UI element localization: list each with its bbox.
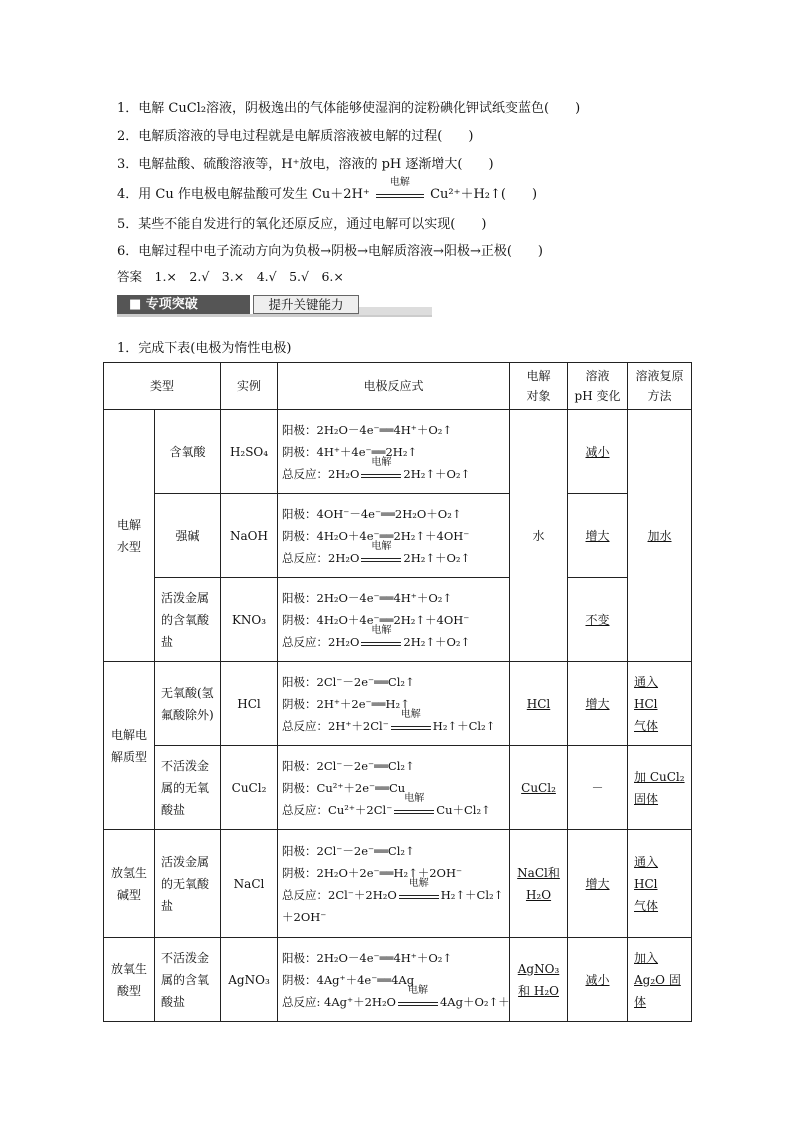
table-caption: 1．完成下表(电极为惰性电极) bbox=[117, 341, 292, 356]
row-type-cell: 放氧生 酸型 bbox=[104, 938, 155, 1022]
cathode-equation: 阴极：4H₂O＋4e⁻══2H₂↑＋4OH⁻ bbox=[282, 528, 470, 543]
anode-equation: 阳极：2H₂O－4e⁻══4H⁺＋O₂↑ bbox=[282, 590, 453, 605]
example-cell: NaCl bbox=[221, 830, 278, 938]
restore-cell: 通入 HCl 气体 bbox=[628, 830, 692, 938]
question-4 bbox=[117, 176, 538, 202]
cathode-equation: 阴极：2H₂O＋2e⁻══H₂↑＋2OH⁻ bbox=[282, 865, 463, 880]
total-equation: 总反应：2H₂O 电解 2H₂↑＋O₂↑ bbox=[282, 624, 471, 649]
cathode-equation: 阴极：4H₂O＋4e⁻══2H₂↑＋4OH⁻ bbox=[282, 612, 470, 627]
reaction-cell bbox=[278, 662, 510, 746]
table-header-cell: 电极反应式 bbox=[278, 363, 510, 410]
table-row bbox=[104, 410, 692, 494]
question-6: 6．电解过程中电子流动方向为负极→阴极→电解质溶液→阳极→正极( ) bbox=[117, 244, 543, 259]
reaction-cell bbox=[278, 494, 510, 578]
subtype-cell: 无氧酸(氢 氟酸除外) bbox=[155, 662, 221, 746]
row-type-cell: 电解 水型 bbox=[104, 410, 155, 662]
object-cell: NaCl和 H₂O bbox=[510, 830, 568, 938]
ph-change-cell: － bbox=[568, 746, 628, 830]
subtype-cell: 不活泼金 属的无氧 酸盐 bbox=[155, 746, 221, 830]
subtype-cell: 含氧酸 bbox=[155, 410, 221, 494]
table-row bbox=[104, 494, 692, 578]
reaction-cell bbox=[278, 830, 510, 938]
electrolysis-equal-sign: 电解 bbox=[399, 890, 439, 902]
table-row bbox=[104, 662, 692, 746]
row-type-cell: 放氢生 碱型 bbox=[104, 830, 155, 938]
ph-change-cell: 减小 bbox=[568, 410, 628, 494]
reaction-cell bbox=[278, 938, 510, 1022]
example-cell: H₂SO₄ bbox=[221, 410, 278, 494]
reaction-cell bbox=[278, 746, 510, 830]
electrolysis-table bbox=[103, 362, 692, 1022]
anode-equation: 阳极：2H₂O－4e⁻══4H⁺＋O₂↑ bbox=[282, 950, 453, 965]
table-header-cell: 类型 bbox=[104, 363, 221, 410]
anode-equation: 阳极：2H₂O－4e⁻══4H⁺＋O₂↑ bbox=[282, 422, 453, 437]
section-subtitle: 提升关键能力 bbox=[253, 295, 359, 314]
anode-equation: 阳极：4OH⁻－4e⁻══2H₂O＋O₂↑ bbox=[282, 506, 462, 521]
electrolysis-equal-sign: 电解 bbox=[398, 997, 438, 1009]
cathode-equation: 阴极：Cu²⁺＋2e⁻══Cu bbox=[282, 780, 406, 795]
electrolysis-equal-sign: 电解 bbox=[391, 721, 431, 733]
object-cell: 水 bbox=[510, 410, 568, 662]
restore-cell: 通入 HCl 气体 bbox=[628, 662, 692, 746]
total-equation-continued: ＋2OH⁻ bbox=[282, 909, 327, 924]
example-cell: AgNO₃ bbox=[221, 938, 278, 1022]
ph-change-cell: 不变 bbox=[568, 578, 628, 662]
reaction-cell bbox=[278, 578, 510, 662]
question-1: 1．电解 CuCl₂溶液，阴极逸出的气体能够使湿润的淀粉碘化钾试纸变蓝色( ) bbox=[117, 101, 581, 116]
table-header-cell: 溶液 pH 变化 bbox=[568, 363, 628, 410]
subtype-cell: 活泼金属 的含氧酸 盐 bbox=[155, 578, 221, 662]
question-5: 5．某些不能自发进行的氧化还原反应，通过电解可以实现( ) bbox=[117, 217, 487, 232]
table-header-cell: 溶液复原 方法 bbox=[628, 363, 692, 410]
example-cell: KNO₃ bbox=[221, 578, 278, 662]
reaction-cell bbox=[278, 410, 510, 494]
total-equation: 总反应：2H₂O 电解 2H₂↑＋O₂↑ bbox=[282, 540, 471, 565]
table-header-cell: 实例 bbox=[221, 363, 278, 410]
electrolysis-equal-sign: 电解 bbox=[394, 805, 434, 817]
ph-change-cell: 增大 bbox=[568, 830, 628, 938]
example-cell: NaOH bbox=[221, 494, 278, 578]
electrolysis-equal-sign: 电解 bbox=[361, 469, 401, 481]
subtype-cell: 不活泼金 属的含氧 酸盐 bbox=[155, 938, 221, 1022]
object-cell: AgNO₃ 和 H₂O bbox=[510, 938, 568, 1022]
restore-cell: 加 CuCl₂ 固体 bbox=[628, 746, 692, 830]
electrolysis-equal-sign: 电解 bbox=[361, 553, 401, 565]
total-equation: 总反应：2Cl⁻＋2H₂O 电解 H₂↑＋Cl₂↑ bbox=[282, 877, 504, 902]
total-equation: 总反应：2H⁺＋2Cl⁻ 电解 H₂↑＋Cl₂↑ bbox=[282, 708, 496, 733]
total-equation: 总反应: 4Ag⁺＋2H₂O 电解 4Ag＋O₂↑＋ bbox=[282, 984, 510, 1009]
cathode-equation: 阴极：4Ag⁺＋4e⁻══4Ag bbox=[282, 972, 415, 987]
subtype-cell: 强碱 bbox=[155, 494, 221, 578]
ph-change-cell: 增大 bbox=[568, 662, 628, 746]
subtype-cell: 活泼金属 的无氧酸 盐 bbox=[155, 830, 221, 938]
restore-cell: 加入 Ag₂O 固 体 bbox=[628, 938, 692, 1022]
total-equation: 总反应：Cu²⁺＋2Cl⁻ 电解 Cu＋Cl₂↑ bbox=[282, 792, 491, 817]
cathode-equation: 阴极：2H⁺＋2e⁻══H₂↑ bbox=[282, 696, 410, 711]
table-row bbox=[104, 746, 692, 830]
object-cell: HCl bbox=[510, 662, 568, 746]
section-title: ■ 专项突破 bbox=[117, 295, 250, 314]
restore-cell: 加水 bbox=[628, 410, 692, 662]
electrolysis-equal-sign: 电解 bbox=[376, 189, 424, 201]
example-cell: HCl bbox=[221, 662, 278, 746]
table-row bbox=[104, 830, 692, 938]
ph-change-cell: 减小 bbox=[568, 938, 628, 1022]
anode-equation: 阳极：2Cl⁻－2e⁻══Cl₂↑ bbox=[282, 674, 415, 689]
question-2: 2．电解质溶液的导电过程就是电解质溶液被电解的过程( ) bbox=[117, 129, 474, 144]
anode-equation: 阳极：2Cl⁻－2e⁻══Cl₂↑ bbox=[282, 758, 415, 773]
answer-line: 答案 1.× 2.√ 3.× 4.√ 5.√ 6.× bbox=[117, 269, 344, 284]
question-4-right: Cu²⁺＋H₂↑( ) bbox=[430, 187, 538, 202]
table-row bbox=[104, 578, 692, 662]
anode-equation: 阳极：2Cl⁻－2e⁻══Cl₂↑ bbox=[282, 843, 415, 858]
question-3: 3．电解盐酸、硫酸溶液等，H⁺放电，溶液的 pH 逐渐增大( ) bbox=[117, 157, 494, 172]
question-4-left: 4．用 Cu 作电极电解盐酸可发生 Cu＋2H⁺ bbox=[117, 187, 370, 202]
object-cell: CuCl₂ bbox=[510, 746, 568, 830]
cathode-equation: 阴极：4H⁺＋4e⁻══2H₂↑ bbox=[282, 444, 418, 459]
section-banner bbox=[117, 293, 432, 317]
table-header-cell: 电解 对象 bbox=[510, 363, 568, 410]
total-equation: 总反应：2H₂O 电解 2H₂↑＋O₂↑ bbox=[282, 456, 471, 481]
ph-change-cell: 增大 bbox=[568, 494, 628, 578]
table-row bbox=[104, 938, 692, 1022]
example-cell: CuCl₂ bbox=[221, 746, 278, 830]
row-type-cell: 电解电 解质型 bbox=[104, 662, 155, 830]
electrolysis-equal-sign: 电解 bbox=[361, 637, 401, 649]
